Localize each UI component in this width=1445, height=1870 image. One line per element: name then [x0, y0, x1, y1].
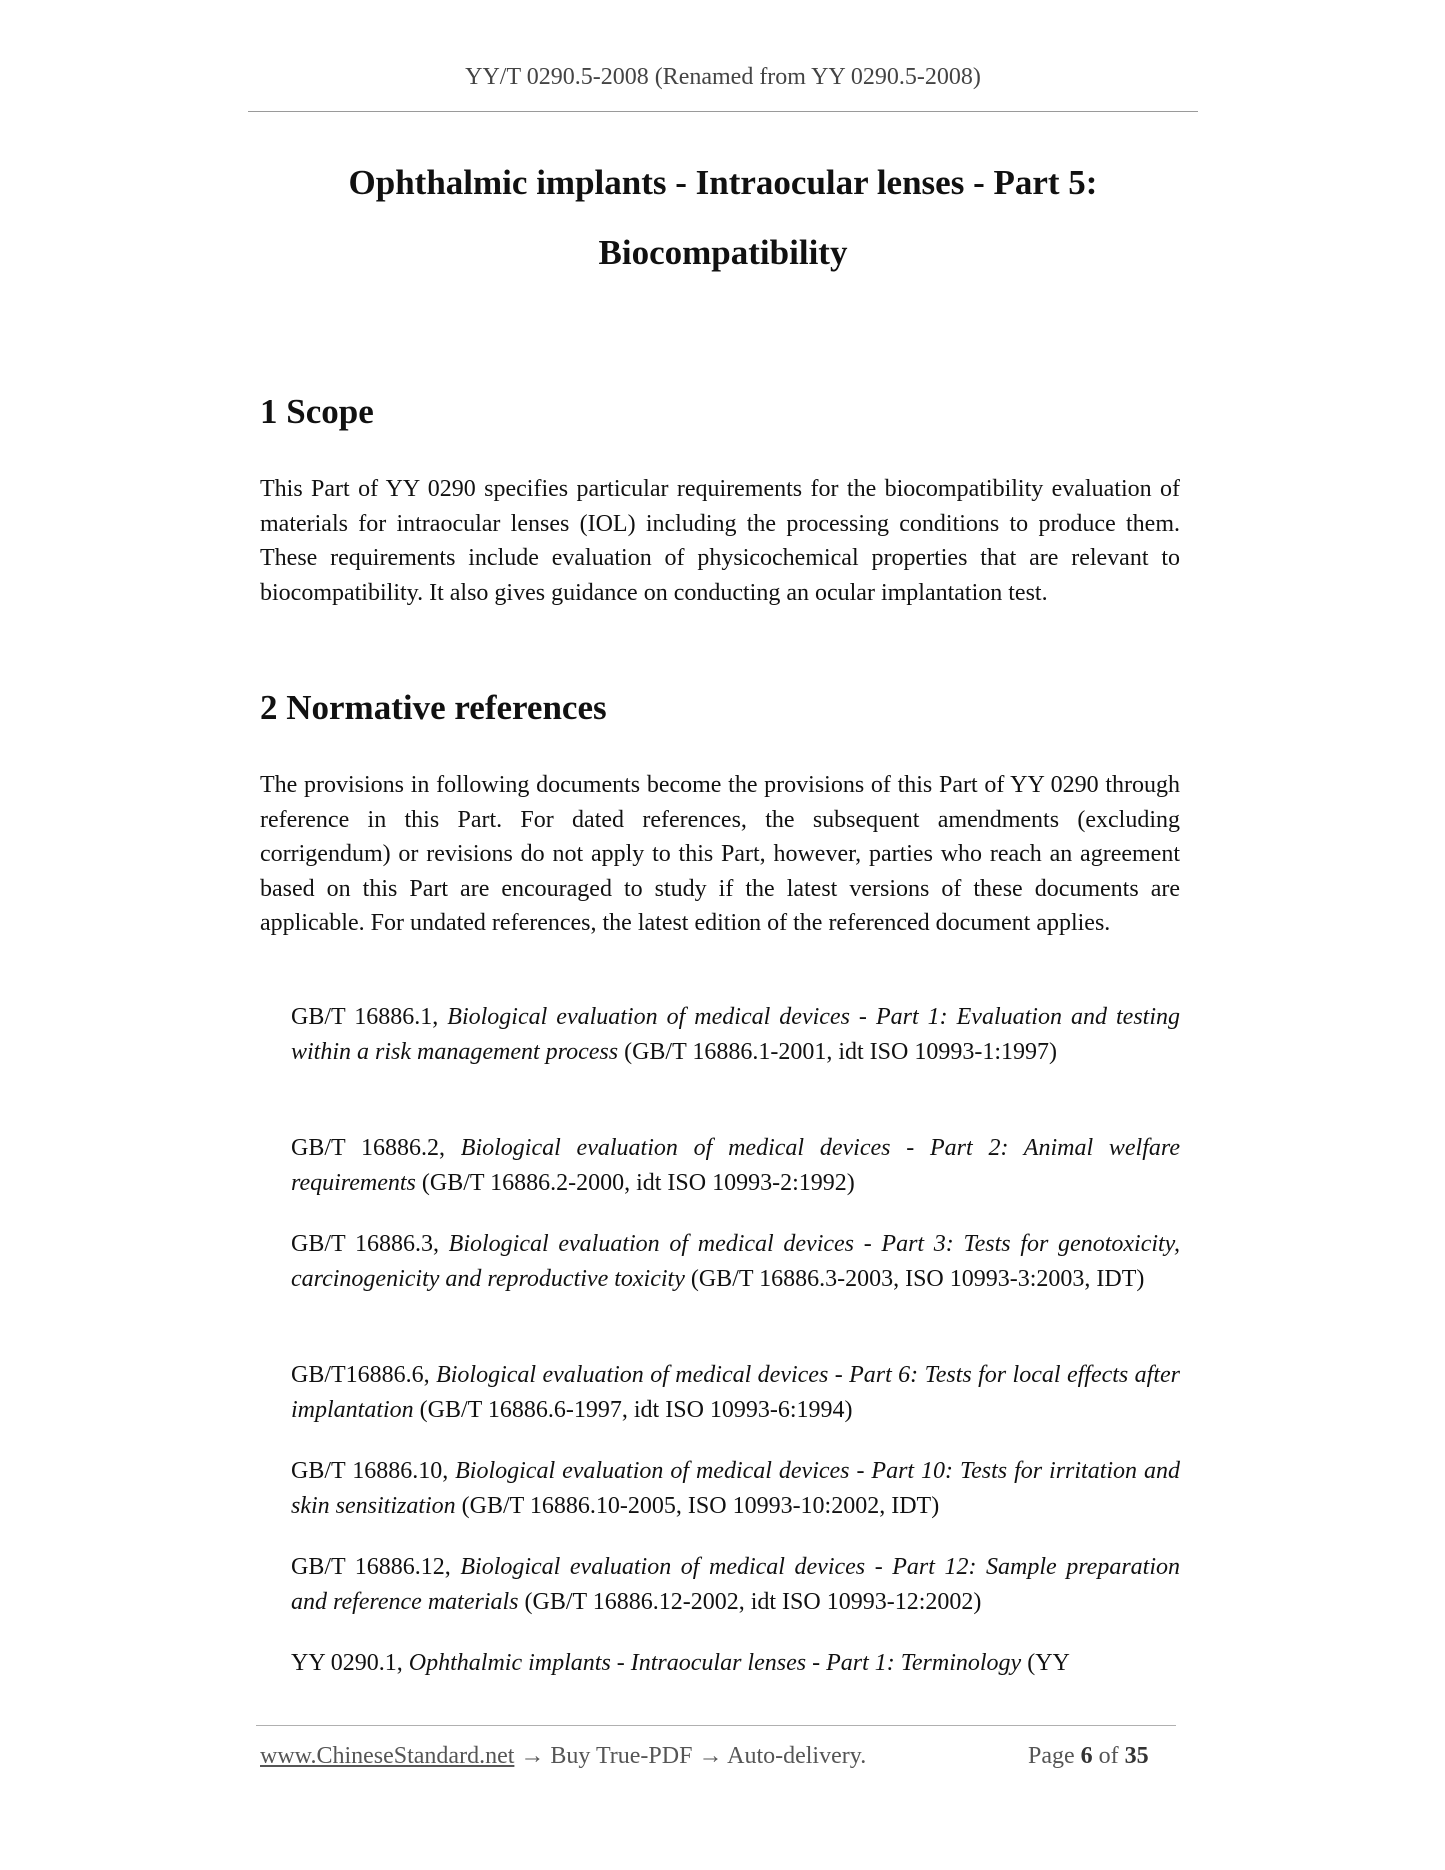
reference-code: GB/T16886.6, — [291, 1362, 437, 1388]
reference-title: Biological evaluation of medical devices - Part 1: Evaluation and testing within a risk management process — [291, 1004, 1181, 1065]
reference-item — [291, 1358, 1180, 1427]
reference-code: GB/T 16886.10, — [291, 1458, 456, 1484]
reference-item — [291, 1227, 1180, 1296]
reference-suffix: (GB/T 16886.12-2002, idt ISO 10993-12:2002) — [518, 1588, 982, 1615]
reference-code: GB/T 16886.1, — [291, 1004, 448, 1030]
reference-suffix: (GB/T 16886.10-2005, ISO 10993-10:2002, IDT) — [455, 1492, 940, 1519]
reference-code: YY 0290.1, — [291, 1650, 409, 1676]
normative-references-paragraph: The provisions in following documents become the provisions of this Part of YY 0290 through reference in this Part. For dated references, the subsequent amendments (excluding corrigendum) or revisions do not apply to this Part, however, parties who reach an agreement based on this Part are encouraged to study if the latest versions of these documents are applicable. For undated references, the latest edition of the referenced document applies. — [260, 772, 1180, 937]
reference-item — [291, 1000, 1180, 1069]
section-heading-normative-references: 2 Normative references — [260, 688, 607, 727]
reference-title: Ophthalmic implants - Intraocular lenses - Part 1: Terminology — [408, 1650, 1022, 1676]
footer-divider — [256, 1725, 1176, 1726]
site-link[interactable]: www.ChineseStandard.net — [260, 1743, 515, 1769]
total-pages: 35 — [1124, 1743, 1149, 1769]
page-header: YY/T 0290.5-2008 (Renamed from YY 0290.5-2008) — [465, 64, 981, 90]
page-label: Page — [1028, 1743, 1075, 1769]
reference-title: Biological evaluation of medical devices - Part 3: Tests for genotoxicity, carcinogenicity and reproductive toxicity — [291, 1231, 1181, 1292]
reference-suffix: (GB/T 16886.2-2000, idt ISO 10993-2:1992) — [415, 1169, 855, 1196]
reference-title: Biological evaluation of medical devices - Part 12: Sample preparation and reference materials — [291, 1554, 1181, 1615]
scope-paragraph: This Part of YY 0290 specifies particular requirements for the biocompatibility evaluation of materials for intraocular lenses (IOL) including the processing conditions to produce them. These requirements include evaluation of physicochemical properties that are relevant to biocompatibility. It also gives guidance on conducting an ocular implantation test. — [260, 476, 1180, 606]
title-line-1: Ophthalmic implants - Intraocular lenses - Part 5: — [348, 163, 1098, 202]
reference-code: GB/T 16886.3, — [291, 1231, 449, 1257]
reference-code: GB/T 16886.12, — [291, 1554, 461, 1580]
reference-suffix: (GB/T 16886.3-2003, ISO 10993-3:2003, IDT) — [684, 1265, 1145, 1292]
title-line-2: Biocompatibility — [598, 233, 848, 272]
footer-tagline: → Buy True-PDF → Auto-delivery. — [514, 1743, 867, 1769]
of-label: of — [1098, 1743, 1119, 1769]
reference-item — [291, 1131, 1180, 1200]
reference-title: Biological evaluation of medical devices - Part 2: Animal welfare requirements — [291, 1135, 1180, 1196]
reference-title: Biological evaluation of medical devices - Part 10: Tests for irritation and skin sensitization — [291, 1458, 1180, 1519]
reference-suffix: (GB/T 16886.6-1997, idt ISO 10993-6:1994) — [413, 1396, 853, 1423]
reference-code: GB/T 16886.2, — [291, 1135, 461, 1161]
reference-suffix: (YY — [1021, 1650, 1070, 1676]
page-number: 6 — [1080, 1743, 1093, 1769]
reference-suffix: (GB/T 16886.1-2001, idt ISO 10993-1:1997) — [618, 1038, 1057, 1065]
header-divider — [248, 111, 1198, 112]
document-title — [248, 148, 1198, 288]
section-heading-scope: 1 Scope — [260, 392, 374, 431]
footer-promo — [260, 1743, 866, 1770]
page-indicator — [1028, 1743, 1149, 1770]
reference-item — [291, 1454, 1180, 1523]
reference-item — [291, 1646, 1180, 1681]
reference-item — [291, 1550, 1180, 1619]
reference-title: Biological evaluation of medical devices - Part 6: Tests for local effects after implantation — [291, 1362, 1180, 1423]
